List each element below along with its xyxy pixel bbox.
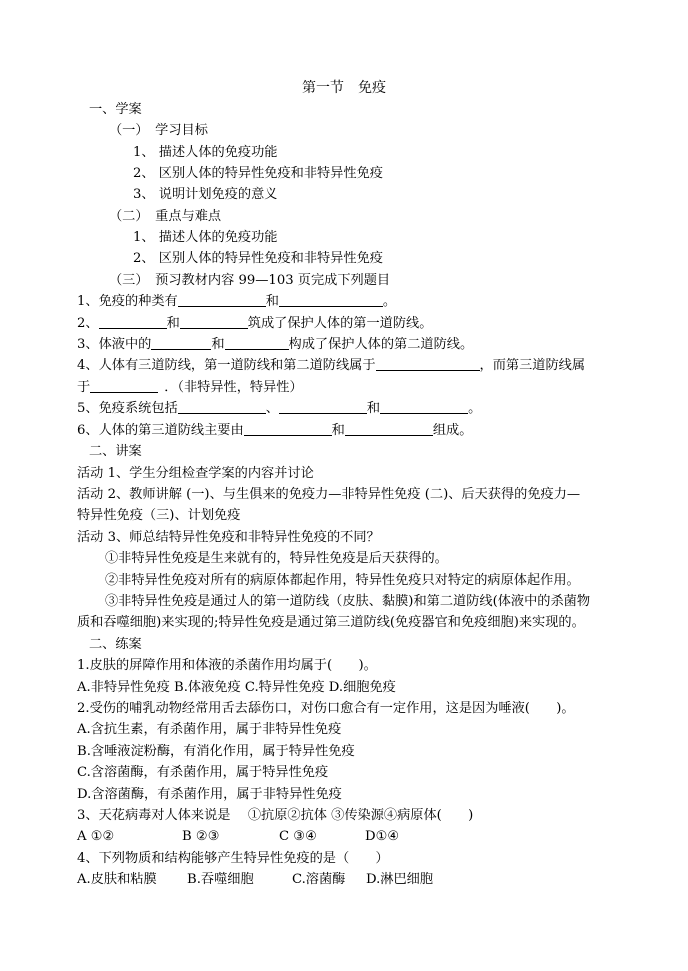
answer-blank[interactable]: [244, 421, 332, 436]
fill-question-6: 6、人体的第三道防线主要由 和 组成。: [77, 423, 473, 438]
activity-3: 活动 3、师总结特异性免疫和非特异性免疫的不同？: [77, 530, 380, 545]
answer-blank[interactable]: [151, 335, 211, 350]
answer-blank[interactable]: [178, 292, 266, 307]
practice-question-4-option-a: A.皮肤和粘膜: [77, 872, 157, 887]
practice-question-4-option-c: C.溶菌酶: [292, 872, 346, 887]
activity-2: 活动 2、教师讲解 (一)、与生俱来的免疫力—非特异性免疫 (二)、后天获得的免疫力—: [77, 487, 581, 502]
practice-question-2-option-a: A.含抗生素，有杀菌作用，属于非特异性免疫: [77, 722, 342, 737]
fill-question-4-cont: 于 ．（非特异性，特异性）: [77, 380, 303, 395]
answer-blank[interactable]: [279, 399, 367, 414]
comparison-point-3: ③非特异性免疫是通过人的第一道防线（皮肤、黏膜)和第二道防线(体液中的杀菌物: [105, 594, 591, 609]
comparison-point-3-cont: 质和吞噬细胞)来实现的;特异性免疫是通过第三道防线(免疫器官和免疫细胞)来实现的。: [77, 615, 585, 630]
subheading-learning-goals: （一） 学习目标: [109, 123, 208, 138]
practice-question-2-option-d: D.含溶菌酶，有杀菌作用，属于非特异性免疫: [77, 787, 342, 802]
answer-blank[interactable]: [345, 421, 433, 436]
answer-blank[interactable]: [225, 335, 289, 350]
section-heading-study-plan: 一、学案: [89, 102, 142, 117]
fill-question-3: 3、体液中的 和 构成了保护人体的第二道防线。: [77, 337, 474, 352]
goal-item: 2、 区别人体的特异性免疫和非特异性免疫: [133, 166, 383, 181]
fill-question-2: 2、 和 筑成了保护人体的第一道防线。: [77, 316, 433, 331]
practice-question-2-option-c: C.含溶菌酶，有杀菌作用，属于特异性免疫: [77, 765, 329, 780]
section-heading-lecture: 二、讲案: [89, 444, 142, 459]
practice-question-1-options: A.非特异性免疫 B.体液免疫 C.特异性免疫 D.细胞免疫: [77, 680, 396, 695]
fill-question-1: 1、免疫的种类有 和 。: [77, 294, 397, 309]
goal-item: 1、 描述人体的免疫功能: [133, 145, 278, 160]
answer-blank[interactable]: [180, 314, 248, 329]
subheading-preview: （三） 预习教材内容 99—103 页完成下列题目: [109, 273, 391, 288]
activity-1: 活动 1、学生分组检查学案的内容并讨论: [77, 466, 314, 481]
comparison-point-2: ②非特异性免疫对所有的病原体都起作用，特异性免疫只对特定的病原体起作用。: [105, 573, 580, 588]
practice-question-3: 3、天花病毒对人体来说是 ①抗原②抗体 ③传染源④病原体( ): [77, 808, 474, 823]
answer-blank[interactable]: [90, 378, 158, 393]
section-heading-practice: 二、练案: [89, 637, 142, 652]
answer-blank[interactable]: [380, 399, 468, 414]
keypoint-item: 1、 描述人体的免疫功能: [133, 230, 278, 245]
fill-question-4: 4、人体有三道防线，第一道防线和第二道防线属于 ，而第三道防线属: [77, 358, 586, 373]
answer-blank[interactable]: [99, 314, 167, 329]
activity-2-cont: 特异性免疫（三)、计划免疫: [77, 508, 241, 523]
subheading-key-points: （二） 重点与难点: [109, 209, 222, 224]
practice-question-4: 4、下列物质和结构能够产生特异性免疫的是（ ）: [77, 851, 389, 866]
practice-question-3-option-c: C ③④: [279, 829, 317, 844]
goal-item: 3、 说明计划免疫的意义: [133, 187, 278, 202]
practice-question-1: 1.皮肤的屏障作用和体液的杀菌作用均属于( )。: [77, 658, 377, 673]
practice-question-3-option-d: D①④: [365, 829, 400, 844]
answer-blank[interactable]: [279, 292, 383, 307]
answer-blank[interactable]: [178, 399, 266, 414]
page-title: 第一节 免疫: [302, 80, 386, 96]
practice-question-3-option-a: A ①②: [77, 829, 115, 844]
practice-question-2: 2.受伤的哺乳动物经常用舌去舔伤口，对伤口愈合有一定作用，这是因为唾液( )。: [77, 701, 575, 716]
practice-question-4-option-b: B.吞噬细胞: [187, 872, 254, 887]
keypoint-item: 2、 区别人体的特异性免疫和非特异性免疫: [133, 251, 383, 266]
practice-question-3-option-b: B ②③: [182, 829, 220, 844]
comparison-point-1: ①非特异性免疫是生来就有的，特异性免疫是后天获得的。: [105, 551, 448, 566]
answer-blank[interactable]: [376, 356, 480, 371]
fill-question-5: 5、免疫系统包括 、 和 。: [77, 401, 482, 416]
practice-question-2-option-b: B.含唾液淀粉酶，有消化作用，属于特异性免疫: [77, 744, 355, 759]
practice-question-4-option-d: D.淋巴细胞: [366, 872, 434, 887]
